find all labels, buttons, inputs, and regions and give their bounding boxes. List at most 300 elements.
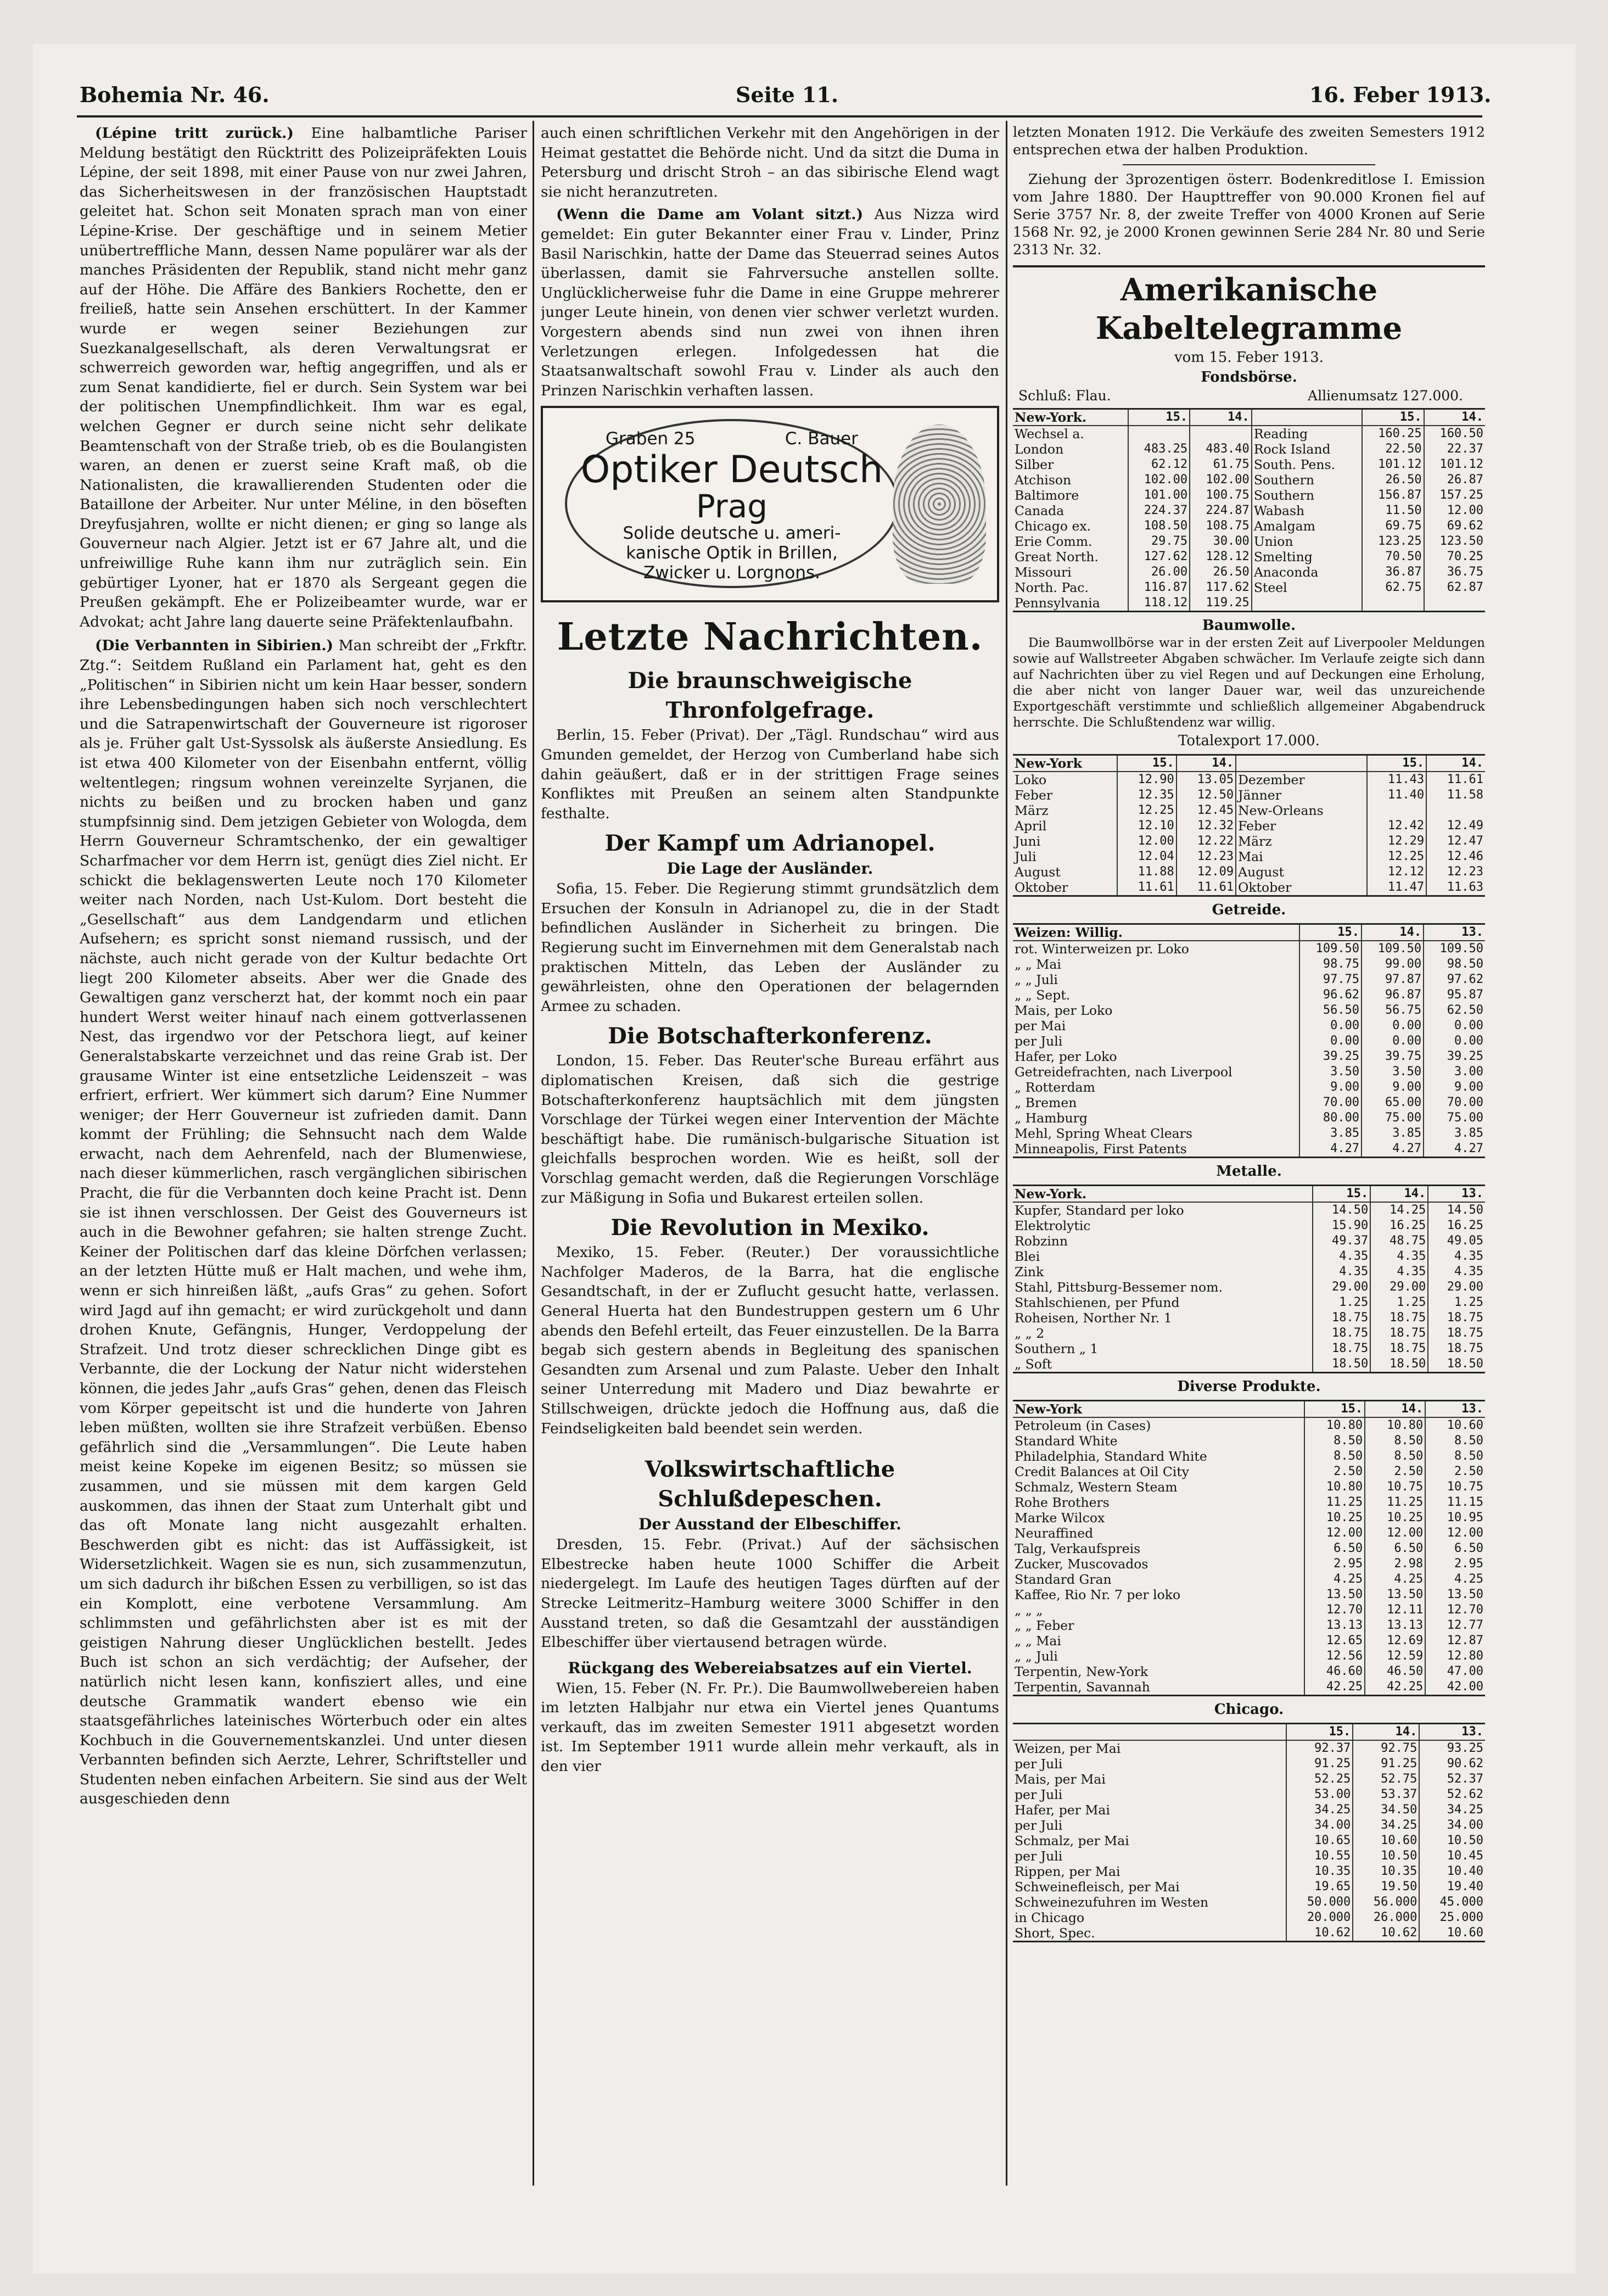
table-row <box>1013 565 1485 580</box>
table-cell: Hafer, per Loko <box>1013 1049 1299 1064</box>
table-cell: 12.46 <box>1447 850 1483 863</box>
table-cell: Oktober <box>1236 880 1367 895</box>
table-cell <box>1426 803 1485 818</box>
table-cell: 10.95 <box>1447 1511 1483 1524</box>
article-volant <box>541 205 999 400</box>
table-cell: rot. Winterweizen pr. Loko <box>1013 941 1299 957</box>
table-cell: New-York <box>1013 756 1117 772</box>
table-cell: 14. <box>1362 925 1424 941</box>
table-cell: 13. <box>1428 1186 1485 1202</box>
table-cell: Getreidefrachten, nach Liverpool <box>1013 1064 1299 1080</box>
table-cell: 14.50 <box>1313 1202 1370 1218</box>
table-cell: 15.90 <box>1313 1218 1370 1233</box>
table-cell: „ „ Mai <box>1013 1633 1304 1649</box>
table-cell: 16.25 <box>1447 1219 1483 1232</box>
table-cell: 70.00 <box>1447 1096 1483 1109</box>
table-cell: 56.000 <box>1353 1895 1419 1910</box>
table-cell: 19.50 <box>1353 1879 1419 1895</box>
stocks-table <box>1013 410 1485 611</box>
table-row <box>1013 1818 1485 1833</box>
table-cell: 12.90 <box>1117 772 1176 787</box>
table-cell: 102.00 <box>1128 472 1190 488</box>
chicago-heading: Chicago. <box>1214 1701 1284 1718</box>
table-cell: Canada <box>1013 503 1128 518</box>
table-row <box>1013 1756 1485 1772</box>
table-row <box>1013 1356 1485 1372</box>
table-cell: Mais, per Loko <box>1013 1003 1299 1018</box>
table-cell: Wabash <box>1252 503 1362 518</box>
table-cell: London <box>1013 442 1128 457</box>
table-row <box>1013 426 1485 442</box>
table-cell: Stahl, Pittsburg-Bessemer nom. <box>1013 1280 1313 1295</box>
table-cell: 52.62 <box>1447 1787 1483 1801</box>
article-volant-text: Aus Nizza wird gemeldet: Ein guter Bekannter einer Frau v. Linder, Prinz Basil Narischkin, hatte der Dame das Steuerrad seines Autos überlassen, damit sie Fahrversuche anstellen sollte. Unglücklicherweise fuhr die Dame in eine Gruppe mehrerer junger Leute hinein, von denen vier schwer verletzt wurden. Vorgestern abends sind nun zwei von ihnen ihren Verletzungen erlegen. Infolgedessen hat die Staatsanwaltschaft sowohl Frau v. Linder als auch den Prinzen Narischkin verhaften lassen. <box>541 206 999 399</box>
table-row <box>1013 1879 1485 1895</box>
table-cell: 0.00 <box>1362 1018 1424 1034</box>
table-cell: 96.62 <box>1299 987 1362 1003</box>
table-cell: 36.75 <box>1447 565 1483 579</box>
grain-heading: Getreide. <box>1212 902 1286 918</box>
table-cell: per Juli <box>1013 1034 1299 1049</box>
table-row <box>1013 488 1485 503</box>
table-cell: Kupfer, Standard per loko <box>1013 1202 1313 1218</box>
table-cell: Schweinefleisch, per Mai <box>1013 1879 1286 1895</box>
table-row <box>1013 1126 1485 1141</box>
table-cell: 29.00 <box>1313 1280 1370 1295</box>
table-row <box>1013 1602 1485 1618</box>
table-cell: Reading <box>1252 426 1362 442</box>
table-cell: 10.80 <box>1304 1479 1365 1495</box>
table-cell: Zucker, Muscovados <box>1013 1556 1304 1572</box>
table-cell: Petroleum (in Cases) <box>1013 1417 1304 1433</box>
table-cell: 98.75 <box>1299 957 1362 972</box>
table-row <box>1013 1679 1485 1695</box>
table-cell: 36.87 <box>1362 565 1424 580</box>
table-cell: 10.40 <box>1447 1864 1483 1878</box>
table-cell: 34.50 <box>1353 1802 1419 1818</box>
cotton-report: Die Baumwollbörse war in der ersten Zeit auf Liverpooler Meldungen sowie auf Wallstreeter Abgaben schwächer. Im Verlaufe zeigte sich dann auf Nachrichten über zu viel Regen und auf Deckungen eine Erholung, die aber nicht von langer Dauer war, weil das unzureichende Exportgeschäft verstimmte und schließlich allgemeiner Abgabendruck herrschte. Die Schlußtendenz war willig. <box>1013 636 1485 730</box>
table-cell: 12.42 <box>1367 818 1426 834</box>
table-row <box>1013 1264 1485 1280</box>
table-cell: 11.58 <box>1447 788 1483 802</box>
table-cell: Steel <box>1252 580 1362 595</box>
table-row <box>1013 1787 1485 1802</box>
table-cell: Elektrolytic <box>1013 1218 1313 1233</box>
table-cell: South. Pens. <box>1252 457 1362 472</box>
table-cell: 14. <box>1365 1401 1425 1417</box>
divider <box>1013 265 1485 267</box>
table-cell: 12.77 <box>1447 1618 1483 1632</box>
table-row <box>1013 1618 1485 1633</box>
table-cell: 15. <box>1304 1401 1365 1417</box>
table-cell: 10.60 <box>1447 1926 1483 1940</box>
table-cell: 26.50 <box>1190 565 1252 580</box>
table-cell: „ „ 2 <box>1013 1326 1313 1341</box>
table-row <box>1013 518 1485 534</box>
paper-name: Bohemia Nr. 46. <box>80 82 270 107</box>
table-cell: 10.60 <box>1447 1418 1483 1432</box>
table-row <box>1013 1495 1485 1510</box>
table-cell: 26.50 <box>1362 472 1424 488</box>
table-cell: Schmalz, Western Steam <box>1013 1479 1304 1495</box>
table-cell: Loko <box>1013 772 1117 787</box>
table-cell: 96.87 <box>1362 987 1424 1003</box>
table-row <box>1013 1110 1485 1126</box>
table-cell: 4.25 <box>1454 1572 1483 1586</box>
table-row <box>1013 1510 1485 1526</box>
table-cell: 109.50 <box>1439 942 1483 956</box>
table-cell: 70.50 <box>1362 549 1424 565</box>
table-cell: 90.62 <box>1447 1757 1483 1770</box>
table-cell: 22.37 <box>1447 442 1483 456</box>
table-cell: 10.75 <box>1365 1479 1425 1495</box>
table-cell: 42.25 <box>1304 1679 1365 1695</box>
table-cell: 19.40 <box>1447 1880 1483 1893</box>
table-cell: Feber <box>1236 818 1367 834</box>
table-cell: 11.63 <box>1447 880 1483 894</box>
article-volant-title: (Wenn die Dame am Volant sitzt.) <box>556 206 864 224</box>
table-cell: 12.32 <box>1176 818 1236 834</box>
table-cell: 18.75 <box>1370 1326 1428 1341</box>
table-cell: 123.50 <box>1439 534 1483 548</box>
table-cell: April <box>1013 818 1117 834</box>
table-cell: Great North. <box>1013 549 1128 565</box>
table-row <box>1013 534 1485 549</box>
table-cell: Southern <box>1252 488 1362 503</box>
table-row <box>1013 1449 1485 1464</box>
table-cell: 4.27 <box>1454 1142 1483 1155</box>
table-row <box>1013 787 1485 803</box>
table-cell: 10.50 <box>1353 1848 1419 1864</box>
table-row <box>1013 1034 1485 1049</box>
table-cell: Stahlschienen, per Pfund <box>1013 1295 1313 1310</box>
table-header-row <box>1013 925 1485 941</box>
table-cell: 18.75 <box>1313 1341 1370 1356</box>
article-siberia-continued: auch einen schriftlichen Verkehr mit den Angehörigen in der Heimat gestattet die Behörde nicht. Und da sitzt die Duma in Petersburg und drischt Stroh – an das sibirische Elend wagt sie nicht heranzutreten. <box>541 125 999 200</box>
table-cell: 8.50 <box>1304 1449 1365 1464</box>
table-cell: 3.50 <box>1362 1064 1424 1080</box>
table-cell: 12.29 <box>1367 834 1426 849</box>
table-row <box>1013 1895 1485 1910</box>
table-row <box>1013 1280 1485 1295</box>
stock-close-status: Schluß: Flau. <box>1018 388 1111 404</box>
products-table-wrap <box>1013 1400 1485 1696</box>
table-cell: 42.25 <box>1365 1679 1425 1695</box>
header-rule <box>77 115 1482 118</box>
table-cell: 12.65 <box>1304 1633 1365 1649</box>
table-header-row <box>1013 1401 1485 1417</box>
table-cell: 70.00 <box>1299 1095 1362 1110</box>
ad-address: Graben 25 <box>606 429 696 449</box>
table-cell: 4.25 <box>1304 1572 1365 1587</box>
table-cell: Juli <box>1013 849 1117 864</box>
article-siberia-title: (Die Verbannten in Sibirien.) <box>95 637 334 655</box>
cotton-table <box>1013 756 1485 895</box>
table-cell: 62.50 <box>1447 1003 1483 1017</box>
table-row <box>1013 880 1485 895</box>
table-cell: 12.70 <box>1304 1602 1365 1618</box>
subheadline-weaving: Rückgang des Webereiabsatzes auf ein Viertel. <box>568 1658 972 1677</box>
table-cell: 11.15 <box>1447 1495 1483 1509</box>
table-row <box>1013 595 1485 611</box>
cotton-total-export: Totalexport 17.000. <box>1178 733 1320 749</box>
table-cell: „ „ Sept. <box>1013 987 1299 1003</box>
table-cell: 11.61 <box>1176 880 1236 895</box>
table-cell: 12.70 <box>1447 1603 1483 1617</box>
table-cell: 91.25 <box>1286 1756 1353 1772</box>
table-row <box>1013 580 1485 595</box>
article-lepine-text: Eine halbamtliche Pariser Meldung bestätigt den Rücktritt des Polizeipräfekten Louis Lépine, der seit 1898, mit einer Pause von nur zwei Jahren, das Sicherheitswesen in der französischen Hauptstadt geleitet hat. Schon seit Monaten sprach man von einer Lépine-Krise. Der geschäftige und in seinem Metier unübertreffliche Mann, dessen Name populärer war als der manches Präsidenten der Republik, stand nicht mehr ganz auf der Höhe. Die Affäre des Bankiers Rochette, den er freiließ, hatte sein Ansehen erschüttert. In der Kammer wurde er wegen seiner Beziehungen zur Suezkanalgesellschaft, als deren Verwaltungsrat er schwerreich geworden war, heftig angegriffen, und als er zum Senat kandidierte, fiel er durch. Sein System war bei der politischen Unempfindlichkeit. Ihm war es egal, welchen Gegner er durch seine nicht sehr delikate Beamtenschaft von der Straße trieb, ob es die Boulangisten waren, an denen er zuerst seine Kraft maß, ob die Nationalisten, die krawallierenden Studenten oder die Bataillone der Arbeiter. Nur unter Méline, in den böseften Dreyfusjahren, wollte er nicht dienen; er ging so lange als Gouverneur nach Algier. Jetzt ist er 67 Jahre alt, und die unfreiwillige Ruhe kann ihm nur zuträglich sein. Ein gebürtiger Lyoner, hat er 1870 als Sergeant gegen die Preußen gekämpft. Ehe er Polizeibeamter wurde, war er Advokat; acht Jahre lang dauerte seine Präfektenlaufbahn. <box>80 125 527 630</box>
table-row <box>1013 1464 1485 1479</box>
table-cell: März <box>1013 803 1117 818</box>
table-cell: 483.40 <box>1190 442 1252 457</box>
table-row <box>1013 1095 1485 1110</box>
table-cell: 10.25 <box>1365 1510 1425 1526</box>
table-cell: 3.50 <box>1299 1064 1362 1080</box>
table-cell: 15. <box>1299 925 1362 941</box>
products-heading: Diverse Produkte. <box>1177 1378 1321 1395</box>
table-cell: 12.59 <box>1365 1649 1425 1664</box>
table-cell: 11.61 <box>1117 880 1176 895</box>
table-cell: 12.04 <box>1117 849 1176 864</box>
table-cell: 119.25 <box>1190 595 1252 611</box>
table-cell: 4.35 <box>1454 1265 1483 1278</box>
table-cell: 92.75 <box>1353 1740 1419 1756</box>
table-cell: 12.00 <box>1304 1526 1365 1541</box>
table-cell: 34.25 <box>1447 1803 1483 1817</box>
table-cell: 52.37 <box>1447 1772 1483 1786</box>
lottery-notice: Ziehung der 3prozentigen österr. Bodenkreditlose I. Emission vom Jahre 1880. Der Haupttreffer von 90.000 Kronen fiel auf Serie 3757 Nr. 8, der zweite Treffer von 4000 Kronen auf Serie 1568 Nr. 92, je 2000 Kronen gewinnen Serie 284 Nr. 80 und Serie 2313 Nr. 32. <box>1013 171 1485 258</box>
table-cell: 15. <box>1367 756 1426 772</box>
table-cell: 9.00 <box>1362 1080 1424 1095</box>
table-row <box>1013 1802 1485 1818</box>
table-cell: Feber <box>1013 787 1117 803</box>
table-cell: 20.000 <box>1286 1910 1353 1925</box>
table-row <box>1013 1649 1485 1664</box>
table-row <box>1013 1541 1485 1556</box>
table-cell: 8.50 <box>1454 1434 1483 1448</box>
table-cell: 12.00 <box>1365 1526 1425 1541</box>
chicago-table <box>1013 1724 1485 1941</box>
table-cell: Blei <box>1013 1249 1313 1264</box>
table-cell: 2.95 <box>1304 1556 1365 1572</box>
table-cell: 1.25 <box>1313 1295 1370 1310</box>
stock-turnover: Allienumsatz 127.000. <box>1308 388 1463 404</box>
table-row <box>1013 1633 1485 1649</box>
table-row <box>1013 818 1485 834</box>
table-cell: 70.25 <box>1447 550 1483 563</box>
table-cell: 56.50 <box>1299 1003 1362 1018</box>
table-row <box>1013 1080 1485 1095</box>
table-cell: 42.00 <box>1447 1680 1483 1694</box>
table-cell: 101.00 <box>1128 488 1190 503</box>
table-cell: Amalgam <box>1252 518 1362 534</box>
table-cell: per Mai <box>1013 1018 1299 1034</box>
table-cell: 483.25 <box>1128 442 1190 457</box>
table-cell: New-York. <box>1013 410 1128 426</box>
table-cell: 14.50 <box>1447 1203 1483 1217</box>
table-cell: „ „ Juli <box>1013 1649 1304 1664</box>
table-cell: 12.12 <box>1367 864 1426 880</box>
table-cell: Erie Comm. <box>1013 534 1128 549</box>
table-cell: Juni <box>1013 834 1117 849</box>
table-cell: 15. <box>1286 1724 1353 1740</box>
table-cell: 26.000 <box>1353 1910 1419 1925</box>
divider <box>1123 164 1375 165</box>
table-cell: 6.50 <box>1365 1541 1425 1556</box>
table-cell: 18.75 <box>1313 1326 1370 1341</box>
table-cell: 116.87 <box>1128 580 1190 595</box>
stock-summary <box>1013 387 1485 405</box>
grain-table <box>1013 925 1485 1157</box>
table-cell: 19.65 <box>1286 1879 1353 1895</box>
table-cell: 13.50 <box>1304 1587 1365 1602</box>
table-row <box>1013 1587 1485 1602</box>
table-cell: Wechsel a. <box>1013 426 1128 442</box>
table-cell: Silber <box>1013 457 1128 472</box>
column-rule-1 <box>533 121 534 2186</box>
table-cell: Schmalz, per Mai <box>1013 1833 1286 1848</box>
table-cell: 69.62 <box>1447 519 1483 533</box>
table-row <box>1013 1833 1485 1848</box>
cable-date: vom 15. Feber 1913. <box>1174 349 1324 366</box>
table-cell: 12.22 <box>1176 834 1236 849</box>
table-cell: 4.27 <box>1362 1141 1424 1157</box>
table-cell: 3.85 <box>1362 1126 1424 1141</box>
table-cell: per Juli <box>1013 1848 1286 1864</box>
table-cell: „ „ Juli <box>1013 972 1299 987</box>
table-cell: 18.75 <box>1447 1342 1483 1355</box>
table-cell: 49.37 <box>1313 1233 1370 1249</box>
table-cell: 52.75 <box>1353 1772 1419 1787</box>
metals-table-wrap <box>1013 1185 1485 1373</box>
table-cell: 4.35 <box>1370 1249 1428 1264</box>
table-row <box>1013 457 1485 472</box>
table-cell: 34.00 <box>1447 1818 1483 1832</box>
table-cell: 10.60 <box>1353 1833 1419 1848</box>
table-cell: 18.50 <box>1447 1357 1483 1371</box>
table-cell: 50.000 <box>1286 1895 1353 1910</box>
table-cell: 13.50 <box>1447 1588 1483 1601</box>
subheadline-elbe: Der Ausstand der Elbeschiffer. <box>638 1515 901 1534</box>
table-cell: 53.00 <box>1286 1787 1353 1802</box>
table-row <box>1013 1740 1485 1756</box>
table-cell: 13. <box>1424 925 1485 941</box>
table-cell: 4.35 <box>1370 1264 1428 1280</box>
cotton-table-wrap <box>1013 754 1485 897</box>
subheadline-adrianople: Die Lage der Ausländer. <box>666 859 873 878</box>
table-row <box>1013 1925 1485 1941</box>
table-cell <box>1190 426 1252 442</box>
table-cell: 12.50 <box>1176 787 1236 803</box>
optician-advertisement <box>541 406 999 602</box>
table-cell: 0.00 <box>1362 1034 1424 1049</box>
table-cell: 80.00 <box>1299 1110 1362 1126</box>
table-cell: 14.25 <box>1370 1202 1428 1218</box>
table-header-row <box>1013 1186 1485 1202</box>
table-cell: Oktober <box>1013 880 1117 895</box>
table-row <box>1013 957 1485 972</box>
ad-line-1: Solide deutsche u. ameri- <box>623 523 841 544</box>
table-row <box>1013 772 1485 787</box>
table-cell: 45.000 <box>1439 1895 1483 1909</box>
table-cell: 18.75 <box>1447 1311 1483 1325</box>
table-cell: New-Orleans <box>1236 803 1367 818</box>
table-cell: Rippen, per Mai <box>1013 1864 1286 1879</box>
table-row <box>1013 1572 1485 1587</box>
table-cell: 10.25 <box>1304 1510 1365 1526</box>
table-cell: 52.25 <box>1286 1772 1353 1787</box>
table-row <box>1013 1295 1485 1310</box>
table-cell: Marke Wilcox <box>1013 1510 1304 1526</box>
table-cell: 12.00 <box>1447 504 1483 517</box>
table-cell: 10.35 <box>1286 1864 1353 1879</box>
table-cell: 18.75 <box>1313 1310 1370 1326</box>
table-cell: 0.00 <box>1299 1034 1362 1049</box>
table-cell <box>1362 595 1424 611</box>
table-cell: 6.50 <box>1304 1541 1365 1556</box>
table-cell: 4.35 <box>1313 1249 1370 1264</box>
table-cell: 12.09 <box>1176 864 1236 880</box>
table-cell: 13.13 <box>1304 1618 1365 1633</box>
article-conference: London, 15. Feber. Das Reuter'sche Bureau erfährt aus diplomatischen Kreisen, daß sich die gestrige Botschafterkonferenz hauptsächlich mit dem jüngsten Vorschlage der Türkei wegen einer Intervention der Mächte beschäftigt habe. Die rumänisch-bulgarische Situation ist gleichfalls besprochen worden. Wie es heißt, soll der Vorschlag gemacht werden, daß die Regierungen Vorschläge zur Mäßigung in Sofia und Bukarest erteilen sollen. <box>541 1052 999 1206</box>
table-cell: „ Bremen <box>1013 1095 1299 1110</box>
table-cell: 4.25 <box>1365 1572 1425 1587</box>
table-cell: 61.75 <box>1190 457 1252 472</box>
article-siberia <box>80 636 527 1809</box>
table-cell: 2.98 <box>1365 1556 1425 1572</box>
table-row <box>1013 1417 1485 1433</box>
table-cell: Anaconda <box>1252 565 1362 580</box>
table-cell: 98.50 <box>1447 957 1483 971</box>
table-cell: 97.87 <box>1362 972 1424 987</box>
table-cell: 12.49 <box>1447 819 1483 833</box>
table-cell: 62.87 <box>1447 580 1483 594</box>
table-cell: 75.00 <box>1362 1110 1424 1126</box>
table-cell: 29.00 <box>1370 1280 1428 1295</box>
table-cell: Robzinn <box>1013 1233 1313 1249</box>
table-cell: Chicago ex. <box>1013 518 1128 534</box>
table-cell: 10.50 <box>1447 1834 1483 1847</box>
table-cell: „ Rotterdam <box>1013 1080 1299 1095</box>
table-cell: 91.25 <box>1353 1756 1419 1772</box>
table-cell: 53.37 <box>1353 1787 1419 1802</box>
table-cell: 160.50 <box>1439 427 1483 440</box>
table-cell: 109.50 <box>1299 941 1362 957</box>
table-cell: 62.75 <box>1362 580 1424 595</box>
headline-brunswick: Die braunschweigische Thronfolgefrage. <box>627 668 912 724</box>
table-cell: Roheisen, Norther Nr. 1 <box>1013 1310 1313 1326</box>
table-row <box>1013 503 1485 518</box>
ad-city: Prag <box>696 488 768 526</box>
ad-oval <box>565 419 899 588</box>
table-row <box>1013 442 1485 457</box>
table-cell: 69.75 <box>1362 518 1424 534</box>
table-cell: 95.87 <box>1447 988 1483 1002</box>
table-cell: 29.00 <box>1447 1280 1483 1294</box>
table-cell: 34.25 <box>1286 1802 1353 1818</box>
table-cell: 4.27 <box>1299 1141 1362 1157</box>
table-cell: 12.23 <box>1176 849 1236 864</box>
table-row <box>1013 849 1485 864</box>
table-cell: 34.00 <box>1286 1818 1353 1833</box>
table-cell: 101.12 <box>1439 457 1483 471</box>
column-3 <box>1013 124 1485 2194</box>
article-weaving: Wien, 15. Feber (N. Fr. Pr.). Die Baumwollwebereien haben im letzten Halbjahr nur etwa ein Viertel jenes Quantums verkauft, das im zweiten Semester 1911 abgesetzt worden ist. Im September 1911 wurde allein mehr verkauft, als in den vier <box>541 1679 999 1775</box>
table-cell: Dezember <box>1236 772 1367 787</box>
table-cell: 18.50 <box>1370 1356 1428 1372</box>
table-cell: Neuraffined <box>1013 1526 1304 1541</box>
